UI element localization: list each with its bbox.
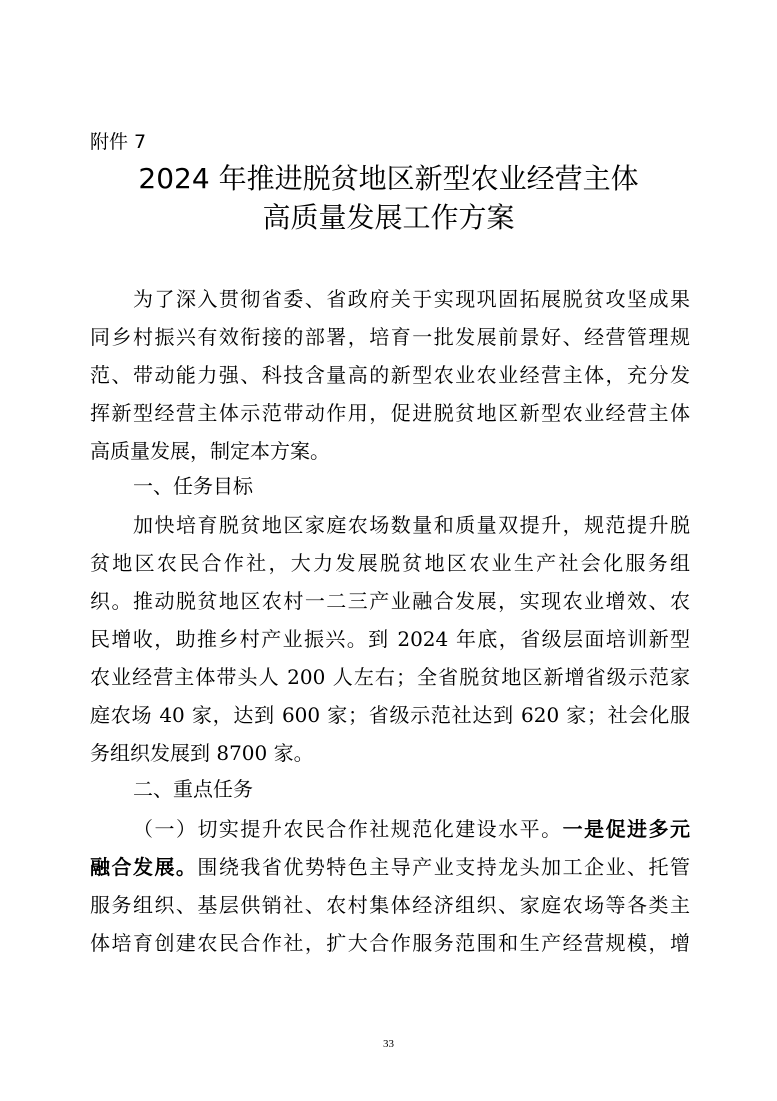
paragraph-line: 同乡村振兴有效衔接的部署，培育一批发展前景好、经营管理规 [90, 325, 690, 349]
paragraph-line: 服务组织、基层供销社、农村集体经济组织、家庭农场等各类主 [90, 893, 690, 917]
section-heading-goals: 一、任务目标 [133, 474, 253, 498]
paragraph-line: 庭农场 40 家，达到 600 家；省级示范社达到 620 家；社会化服 [90, 703, 690, 727]
paragraph-line: 高质量发展，制定本方案。 [90, 439, 330, 463]
paragraph-line: 挥新型经营主体示范带动作用，促进脱贫地区新型农业经营主体 [90, 401, 690, 425]
paragraph-line: 加快培育脱贫地区家庭农场数量和质量双提升，规范提升脱 [133, 513, 690, 537]
paragraph-line: 务组织发展到 8700 家。 [90, 741, 314, 765]
page-number: 33 [383, 1038, 394, 1050]
section-heading-key-tasks: 二、重点任务 [133, 777, 253, 801]
paragraph-line: 民增收，助推乡村产业振兴。到 2024 年底，省级层面培训新型 [90, 627, 690, 651]
paragraph-line: 范、带动能力强、科技含量高的新型农业农业经营主体，充分发 [90, 363, 690, 387]
page-title-line-1: 2024 年推进脱贫地区新型农业经营主体 [138, 162, 639, 195]
subsection-heading: （一）切实提升农民合作社规范化建设水平。 [133, 817, 563, 841]
attachment-label: 附件 7 [90, 131, 147, 153]
paragraph-line: 贫地区农民合作社，大力发展脱贫地区农业生产社会化服务组 [90, 551, 690, 575]
paragraph-line: 为了深入贯彻省委、省政府关于实现巩固拓展脱贫攻坚成果 [133, 287, 690, 311]
paragraph-line [133, 815, 690, 843]
paragraph-line: 织。推动脱贫地区农村一二三产业融合发展，实现农业增效、农 [90, 589, 690, 613]
paragraph-line [90, 853, 690, 881]
bold-lead-text: 融合发展。 [90, 855, 198, 879]
paragraph-line: 农业经营主体带头人 200 人左右；全省脱贫地区新增省级示范家 [90, 665, 690, 689]
paragraph-text: 围绕我省优势特色主导产业支持龙头加工企业、托管 [197, 855, 691, 879]
page-title-line-2: 高质量发展工作方案 [262, 201, 515, 234]
paragraph-line: 体培育创建农民合作社，扩大合作服务范围和生产经营规模，增 [90, 931, 690, 955]
bold-lead-text: 一是促进多元 [562, 817, 691, 841]
